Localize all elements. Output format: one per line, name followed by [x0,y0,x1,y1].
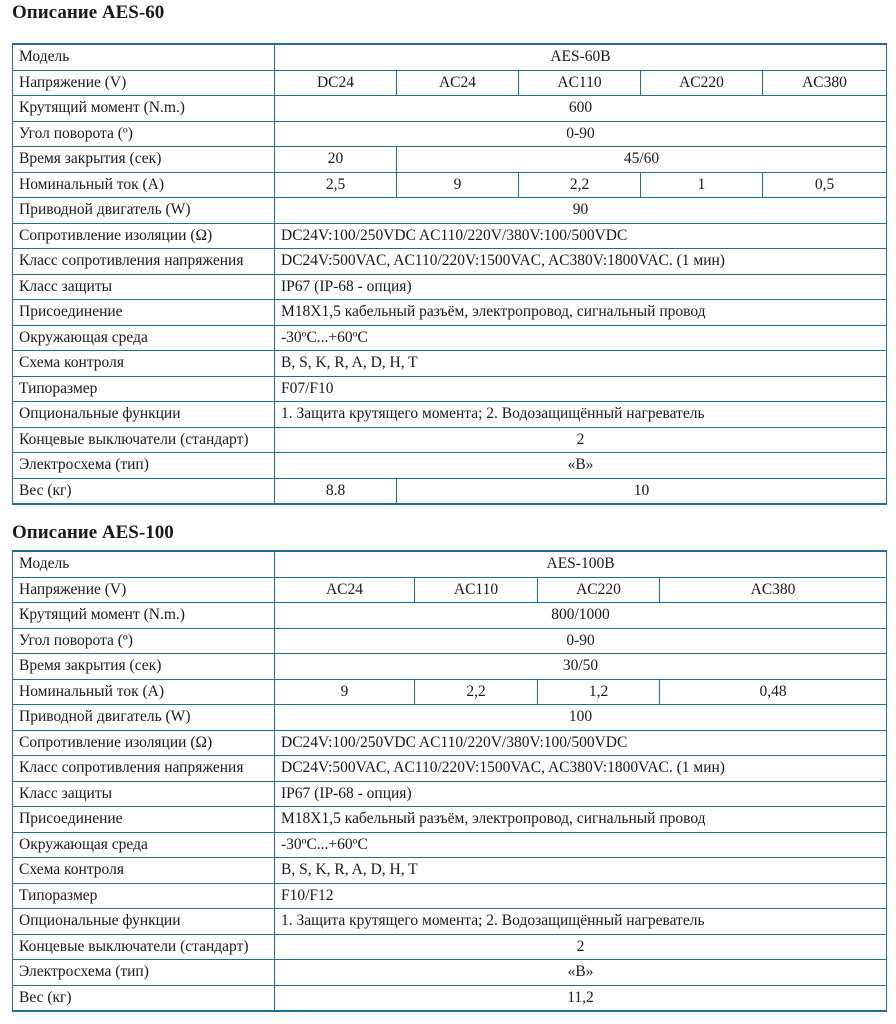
row-label: Напряжение (V) [13,70,275,96]
table-cell: 9 [275,679,415,705]
row-label: Вес (кг) [13,478,275,504]
row-label: Угол поворота (º) [13,628,275,654]
row-label: Класс защиты [13,274,275,300]
table-cell: B, S, K, R, A, D, H, T [275,351,887,377]
row-label: Крутящий момент (N.m.) [13,603,275,629]
table-cell: DC24V:500VAC, AC110/220V:1500VAC, AC380V:1800VAC. (1 мин) [275,756,887,782]
row-label: Окружающая среда [13,832,275,858]
row-label: Схема контроля [13,351,275,377]
row-label: Схема контроля [13,858,275,884]
table-cell: F10/F12 [275,883,887,909]
table-cell: 600 [275,96,887,122]
table-row [13,654,887,680]
table-cell: 0-90 [275,628,887,654]
section-title-aes-60: Описание AES-60 [12,2,165,23]
table-cell: AC220 [538,577,660,603]
table-row [13,577,887,603]
section-title-aes-100: Описание AES-100 [12,522,174,543]
table-row [13,858,887,884]
row-label: Приводной двигатель (W) [13,705,275,731]
row-label: Приводной двигатель (W) [13,198,275,224]
table-row [13,453,887,479]
row-label: Типоразмер [13,376,275,402]
row-label: Класс сопротивления напряжения [13,249,275,275]
table-cell: 0,5 [763,172,887,198]
table-row [13,730,887,756]
table-cell: AC24 [275,577,415,603]
row-label: Электросхема (тип) [13,453,275,479]
table-row [13,249,887,275]
row-label: Модель [13,44,275,70]
table-cell: AES-60B [275,44,887,70]
table-cell: 100 [275,705,887,731]
table-cell: DC24V:100/250VDC AC110/220V/380V:100/500VDC [275,730,887,756]
table-row [13,70,887,96]
table-cell: AC110 [415,577,538,603]
table-row [13,628,887,654]
row-label: Присоединение [13,300,275,326]
table-cell: AC380 [660,577,887,603]
table-cell: M18X1,5 кабельный разъём, электропровод, сигнальный провод [275,807,887,833]
table-row [13,756,887,782]
table-cell: 2,2 [415,679,538,705]
table-row [13,909,887,935]
table-cell: IP67 (IP-68 - опция) [275,781,887,807]
row-label: Концевые выключатели (стандарт) [13,427,275,453]
table-cell: 30/50 [275,654,887,680]
table-row [13,705,887,731]
table-cell: 10 [397,478,887,504]
table-cell: 800/1000 [275,603,887,629]
table-cell: AC110 [519,70,641,96]
table-row [13,679,887,705]
table-cell: 9 [397,172,519,198]
row-label: Время закрытия (сек) [13,654,275,680]
spec-table-aes-60 [12,43,887,505]
table-cell: 1,2 [538,679,660,705]
table-row [13,934,887,960]
row-label: Присоединение [13,807,275,833]
row-label: Опциональные функции [13,909,275,935]
table-cell: 1 [641,172,763,198]
table-row [13,351,887,377]
table-row [13,402,887,428]
table-row [13,603,887,629]
table-row [13,807,887,833]
table-cell: DC24 [275,70,397,96]
table-cell: 2 [275,934,887,960]
table-row [13,147,887,173]
table-cell: 1. Защита крутящего момента; 2. Водозащищённый нагреватель [275,909,887,935]
table-row [13,427,887,453]
table-row [13,960,887,986]
table-cell: M18X1,5 кабельный разъём, электропровод, сигнальный провод [275,300,887,326]
table-row [13,376,887,402]
table-cell: -30ºC...+60ºC [275,832,887,858]
row-label: Электросхема (тип) [13,960,275,986]
table-cell: -30ºC...+60ºC [275,325,887,351]
table-cell: 45/60 [397,147,887,173]
table-cell: AC380 [763,70,887,96]
table-row [13,832,887,858]
table-row [13,223,887,249]
table-row [13,478,887,504]
row-label: Вес (кг) [13,985,275,1011]
table-cell: IP67 (IP-68 - опция) [275,274,887,300]
table-row [13,198,887,224]
row-label: Сопротивление изоляции (Ω) [13,223,275,249]
table-row [13,781,887,807]
row-label: Крутящий момент (N.m.) [13,96,275,122]
table-row [13,121,887,147]
table-cell: 8.8 [275,478,397,504]
row-label: Напряжение (V) [13,577,275,603]
row-label: Опциональные функции [13,402,275,428]
row-label: Угол поворота (º) [13,121,275,147]
table-cell: «B» [275,960,887,986]
table-row [13,551,887,577]
table-cell: «B» [275,453,887,479]
row-label: Типоразмер [13,883,275,909]
table-cell: 0-90 [275,121,887,147]
row-label: Окружающая среда [13,325,275,351]
row-label: Концевые выключатели (стандарт) [13,934,275,960]
table-row [13,985,887,1011]
table-cell: B, S, K, R, A, D, H, T [275,858,887,884]
table-row [13,96,887,122]
row-label: Класс сопротивления напряжения [13,756,275,782]
table-cell: DC24V:500VAC, AC110/220V:1500VAC, AC380V:1800VAC. (1 мин) [275,249,887,275]
row-label: Номинальный ток (A) [13,172,275,198]
row-label: Номинальный ток (A) [13,679,275,705]
table-cell: AC220 [641,70,763,96]
table-cell: AC24 [397,70,519,96]
row-label: Класс защиты [13,781,275,807]
spec-table-aes-100 [12,550,887,1012]
table-cell: 2 [275,427,887,453]
table-row [13,44,887,70]
table-cell: F07/F10 [275,376,887,402]
table-cell: 90 [275,198,887,224]
table-row [13,172,887,198]
table-cell: 20 [275,147,397,173]
row-label: Сопротивление изоляции (Ω) [13,730,275,756]
table-row [13,883,887,909]
table-cell: 2,2 [519,172,641,198]
table-row [13,325,887,351]
table-row [13,300,887,326]
table-cell: 11,2 [275,985,887,1011]
table-cell: DC24V:100/250VDC AC110/220V/380V:100/500VDC [275,223,887,249]
table-cell: AES-100B [275,551,887,577]
table-cell: 1. Защита крутящего момента; 2. Водозащищённый нагреватель [275,402,887,428]
row-label: Модель [13,551,275,577]
row-label: Время закрытия (сек) [13,147,275,173]
table-cell: 0,48 [660,679,887,705]
table-cell: 2,5 [275,172,397,198]
table-row [13,274,887,300]
